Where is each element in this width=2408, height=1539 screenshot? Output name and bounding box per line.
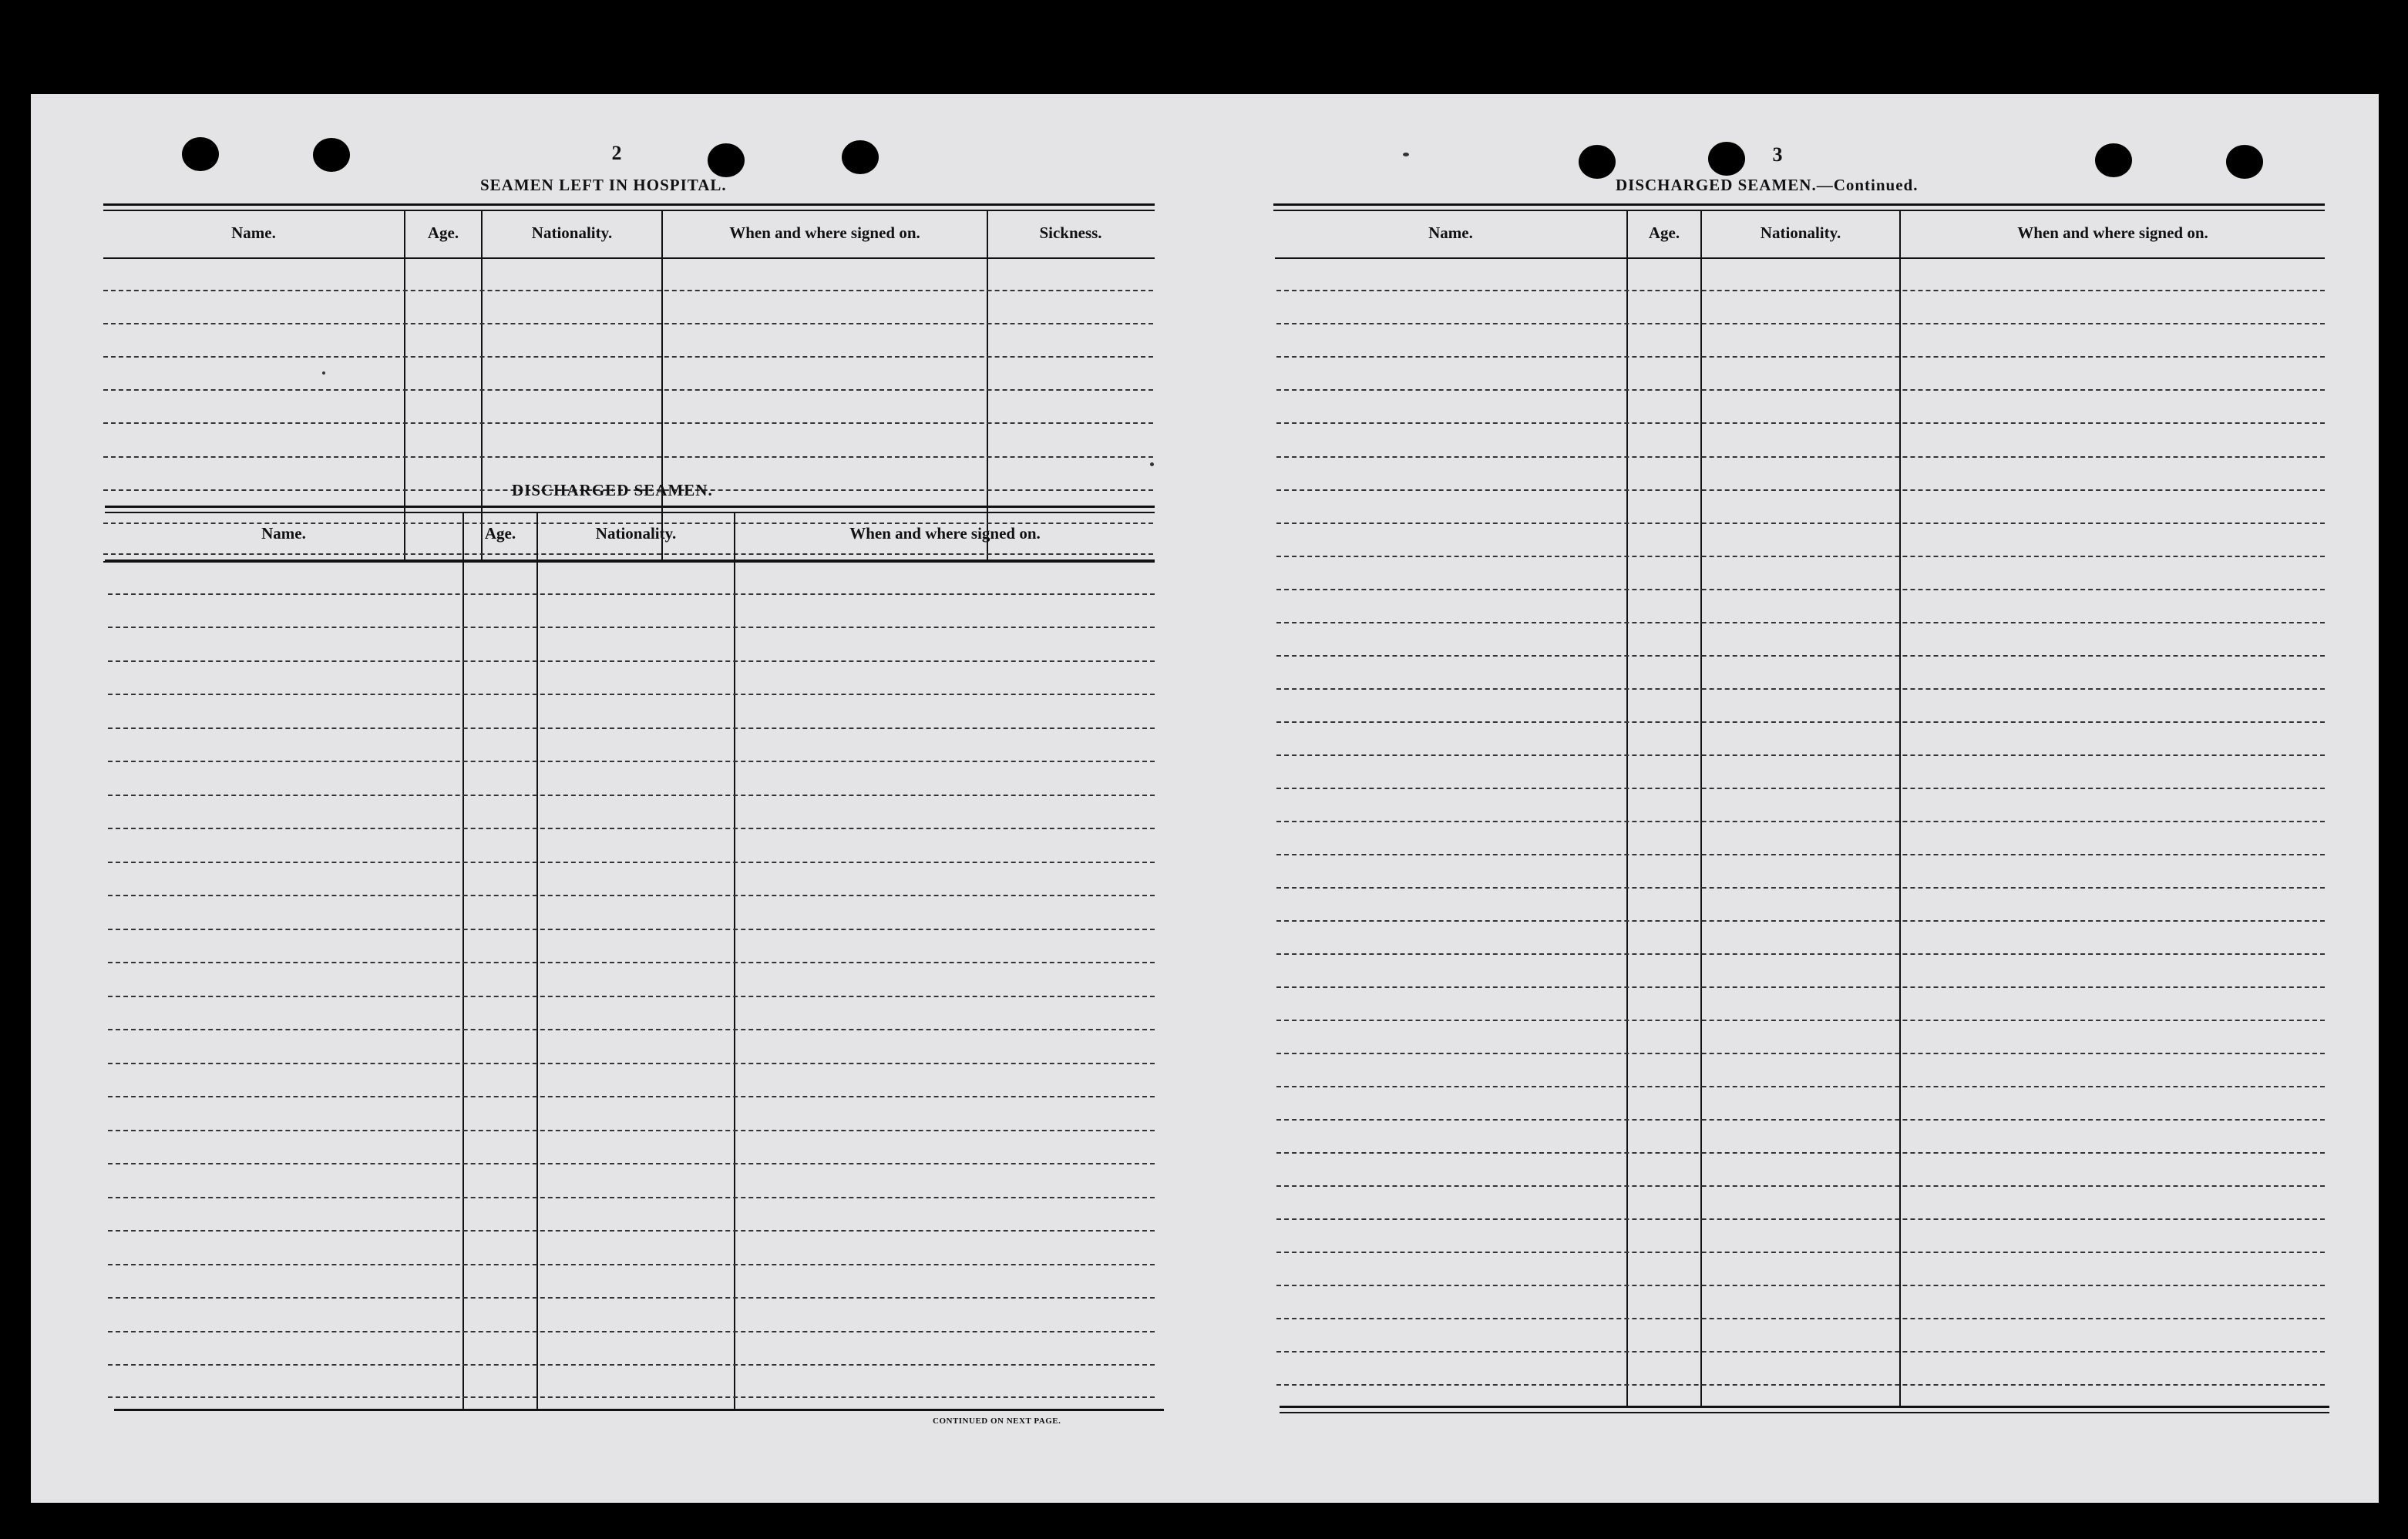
entry-line [108,1063,1155,1064]
rule [114,1409,1164,1411]
entry-line [1276,323,2325,324]
discharged-col-when-where: When and where signed on. [849,524,1041,543]
entry-line [108,694,1155,695]
entry-line [1276,422,2325,424]
entry-line [1276,754,2325,756]
entry-line [1276,920,2325,922]
entry-line [1276,1285,2325,1286]
hospital-col-nationality: Nationality. [531,223,613,242]
entry-line [108,1130,1155,1131]
rule [1280,1406,2329,1408]
entry-line [108,962,1155,963]
entry-line [108,1029,1155,1030]
punch-hole [1579,145,1616,179]
entry-line [108,1297,1155,1299]
entry-line [108,660,1155,662]
entry-line [103,290,1153,291]
entry-line [1276,556,2325,557]
entry-line [1276,523,2325,524]
punch-hole [842,140,879,174]
entry-line [108,1396,1155,1398]
ledger-sheet [31,94,2379,1503]
column-divider [734,513,735,1409]
speck [1403,153,1409,156]
entry-line [1276,1053,2325,1054]
entry-line [1276,290,2325,291]
entry-line [1276,489,2325,491]
punch-hole [1708,142,1745,176]
column-divider [536,513,538,1409]
entry-line [108,761,1155,762]
entry-line [1276,953,2325,955]
column-divider [481,211,483,563]
rule [1273,203,2325,206]
entry-line [1276,456,2325,458]
right-col-nationality: Nationality. [1760,223,1841,242]
entry-line [1276,655,2325,657]
entry-line [108,895,1155,896]
entry-line [108,1096,1155,1097]
rule [105,506,1155,508]
entry-line [1276,721,2325,723]
hospital-section-title: SEAMEN LEFT IN HOSPITAL. [480,176,727,194]
right-col-when-where: When and where signed on. [2017,223,2208,242]
entry-line [103,422,1153,424]
entry-line [103,323,1153,324]
page-number-left: 2 [611,142,622,164]
discharged-col-nationality: Nationality. [595,524,677,543]
entry-line [108,795,1155,796]
entry-line [108,1230,1155,1232]
entry-line [108,727,1155,729]
entry-line [108,996,1155,997]
entry-line [1276,589,2325,590]
entry-line [1276,1152,2325,1154]
entry-line [108,862,1155,863]
rule [103,561,1155,563]
entry-line [1276,688,2325,690]
entry-line [108,929,1155,930]
discharged-col-name: Name. [261,524,306,543]
column-divider [987,211,988,563]
entry-line [1276,1020,2325,1021]
continued-footer: CONTINUED ON NEXT PAGE. [933,1416,1061,1426]
entry-line [108,627,1155,628]
entry-line [108,1264,1155,1265]
right-col-age: Age. [1648,223,1680,242]
entry-line [1276,389,2325,391]
rule [105,559,1155,561]
entry-line [1276,1318,2325,1319]
column-divider [661,211,663,563]
entry-line [1276,1252,2325,1253]
rule [1273,210,2325,211]
punch-hole [2095,143,2132,177]
rule [103,203,1155,206]
column-divider [404,211,405,563]
punch-hole [182,137,219,171]
entry-line [1276,1384,2325,1386]
entry-line [103,389,1153,391]
punch-hole [2226,145,2263,179]
entry-line [1276,1351,2325,1353]
punch-hole [708,143,745,177]
entry-line [1276,1119,2325,1121]
entry-line [108,1331,1155,1332]
entry-line [1276,887,2325,889]
entry-line [108,1197,1155,1198]
page-number-right: 3 [1772,143,1783,166]
entry-line [103,356,1153,358]
entry-line [108,593,1155,595]
rule [103,257,1155,259]
entry-line [103,553,1153,555]
entry-line [1276,1218,2325,1220]
hospital-col-when-where: When and where signed on. [729,223,920,242]
entry-line [1276,1086,2325,1087]
entry-line [108,1163,1155,1164]
speck [1150,462,1154,466]
hospital-col-name: Name. [231,223,276,242]
discharged-section-title: DISCHARGED SEAMEN. [512,481,713,499]
entry-line [1276,1185,2325,1187]
hospital-col-sickness: Sickness. [1039,223,1102,242]
punch-hole [313,138,350,172]
discharged-col-age: Age. [484,524,516,543]
right-col-name: Name. [1428,223,1473,242]
entry-line [1276,356,2325,358]
rule [1280,1412,2329,1413]
entry-line [103,456,1153,458]
entry-line [1276,788,2325,789]
column-divider [462,513,464,1409]
entry-line [108,1364,1155,1366]
entry-line [108,828,1155,829]
rule [1275,257,2325,259]
speck [322,371,325,375]
rule [105,512,1155,513]
entry-line [1276,821,2325,822]
hospital-col-age: Age. [427,223,459,242]
right-section-title: DISCHARGED SEAMEN.—Continued. [1616,176,1919,194]
entry-line [1276,854,2325,855]
rule [103,210,1155,211]
entry-line [1276,986,2325,988]
entry-line [1276,622,2325,623]
